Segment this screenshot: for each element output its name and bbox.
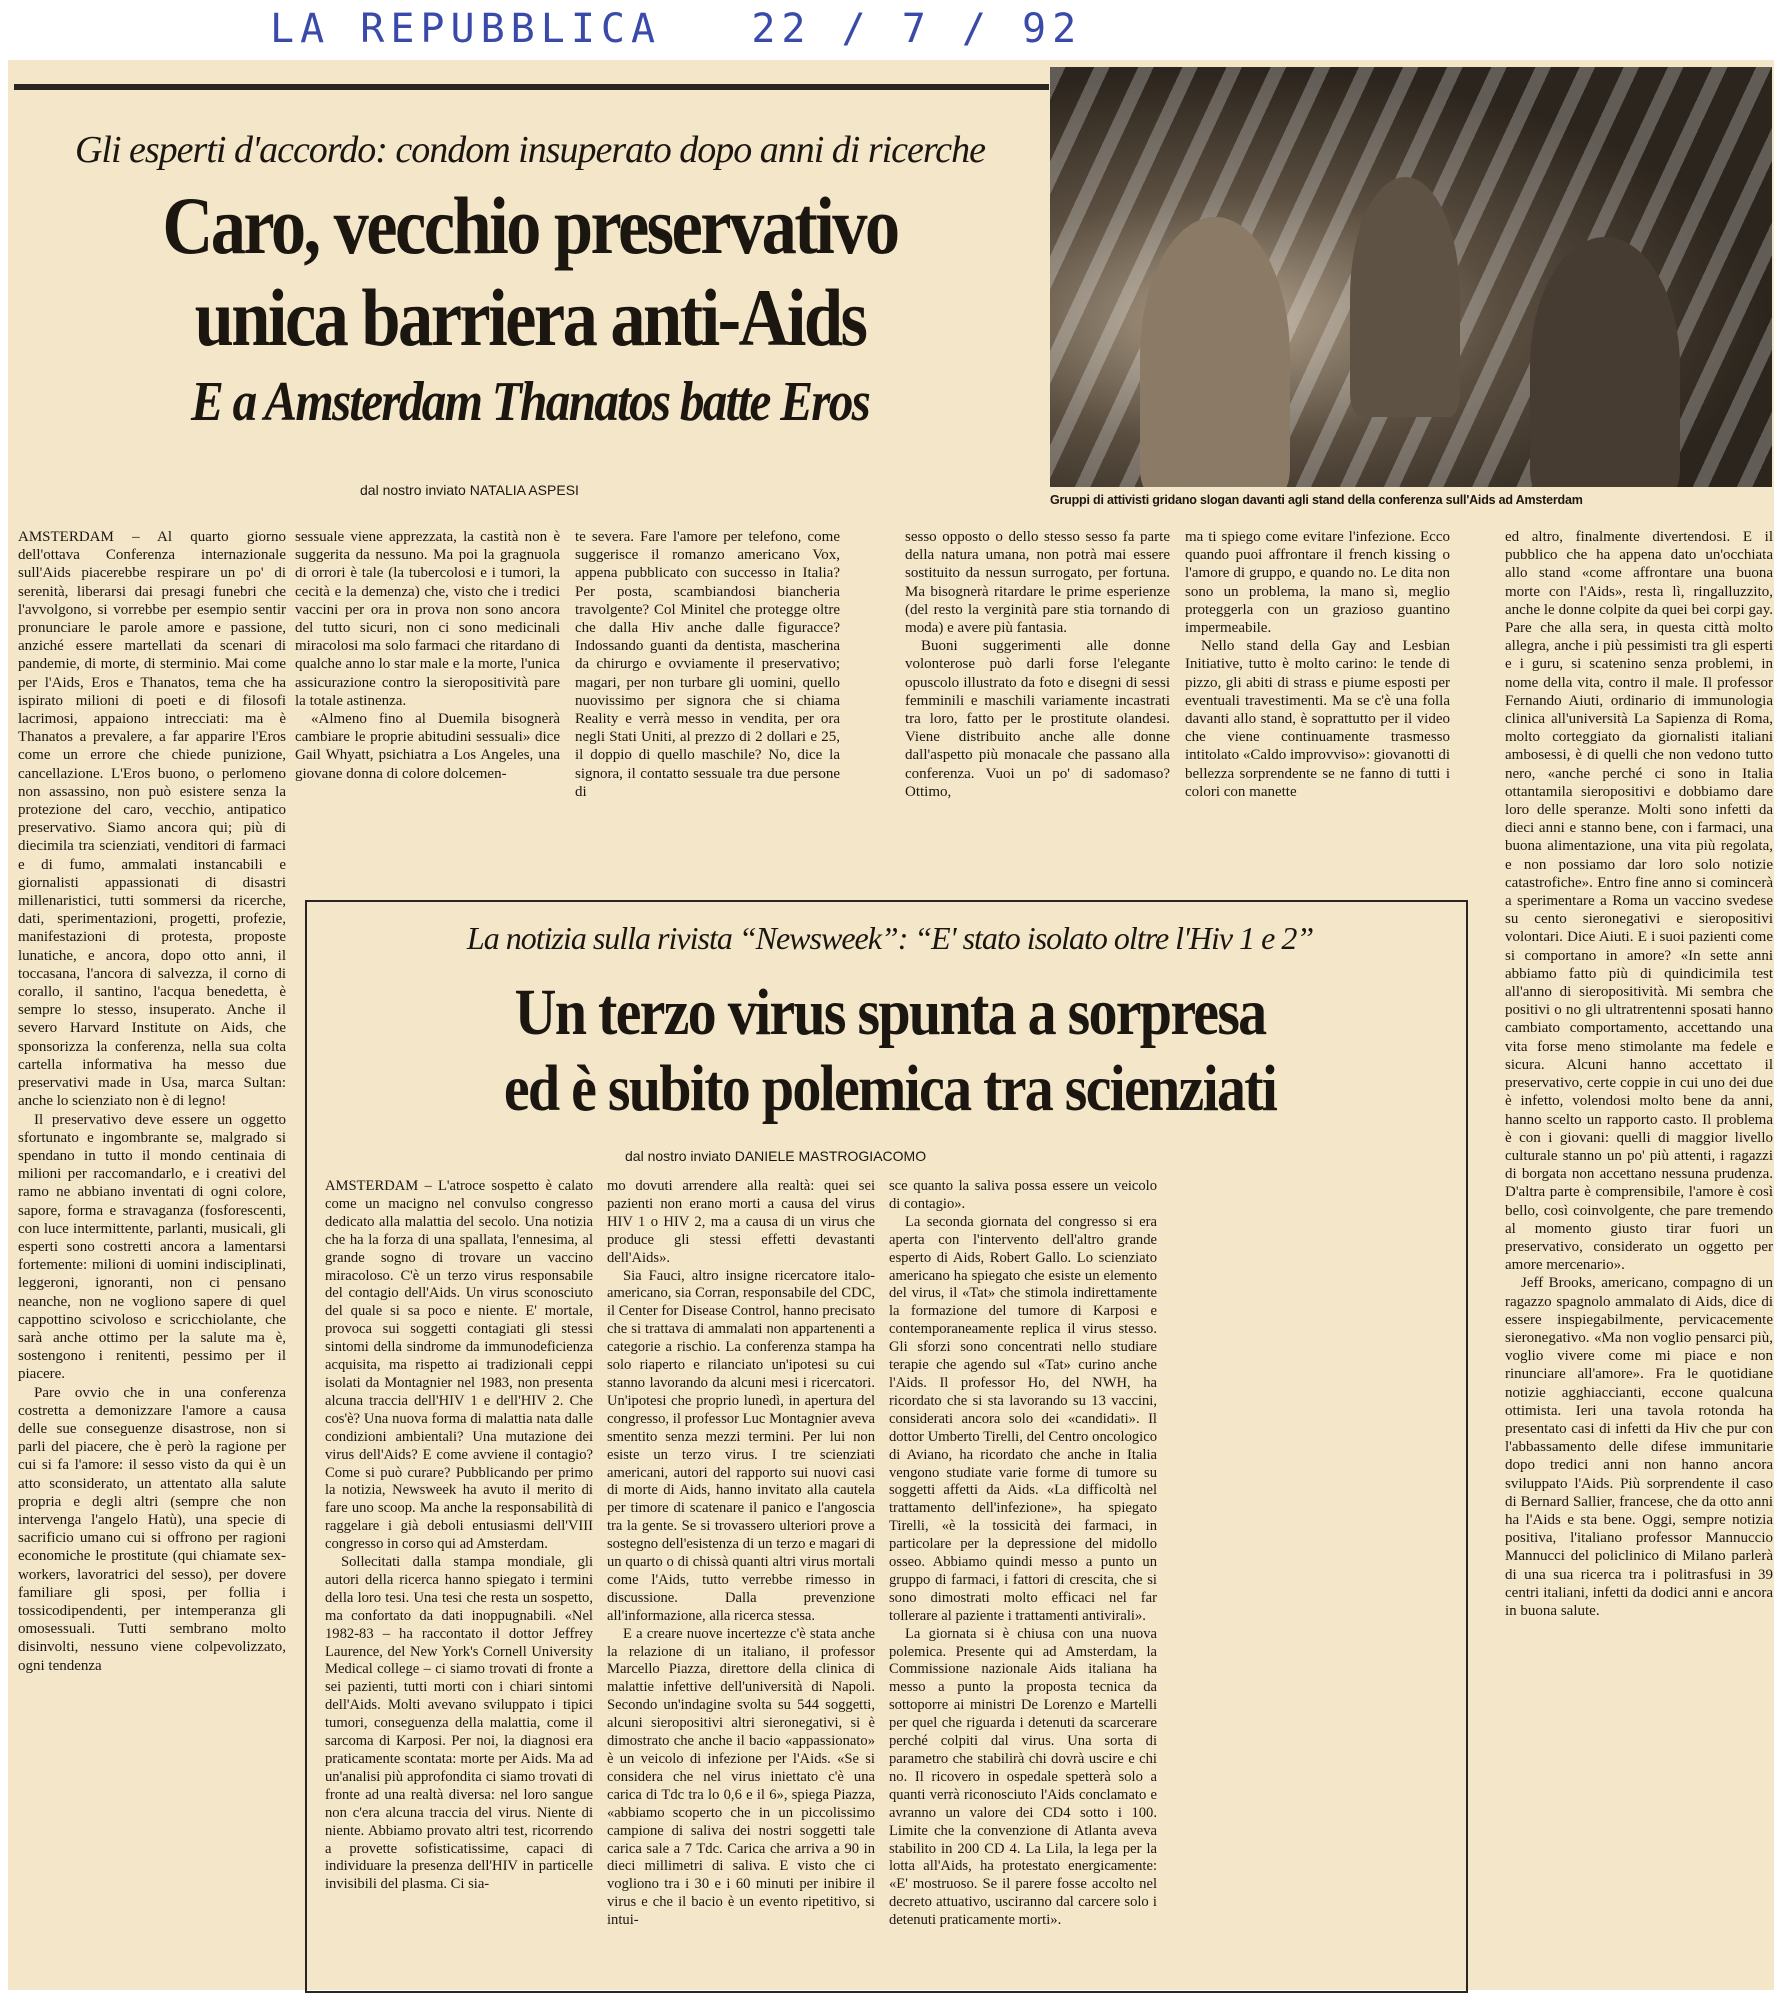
article1-headline-line1: Caro, vecchio preservativo (162, 180, 898, 271)
paragraph: te severa. Fare l'amore per telefono, come suggerisce il romanzo americano Vox, appena pubblicato con successo in Italia? Per posta, scambiandosi biancheria travolgente? Col Minitel che protegge oltre che dalla Hiv anche dalle figuracce? Indossando guanti da dentista, mascherina da chirurgo e ovviamente il preservativo; magari, per non turbare gli uomini, quello nuovissimo per signora che si chiama Reality e verrà messo in vendita, per ora negli Stati Uniti, al prezzo di 2 dollari e 25, il doppio di quello maschile? No, dice la signora, il contatto sessuale tra due persone di (575, 529, 840, 800)
paragraph: sce quanto la saliva possa essere un veicolo di contagio». (889, 1178, 1157, 1212)
paragraph: E a creare nuove incertezze c'è stata anche la relazione di un italiano, il professor Marcello Piazza, direttore della clinica di malattie infettive dell'università di Napoli. Secondo un'indagine svolta su 544 soggetti, alcuni sieropositivi altri sieronegativi, si è dimostrato che anche il bacio «appassionato» è un veicolo di infezione per l'Aids. «Se si considera che nel virus iniettato c'è una carica di Tdc tra lo 0,6 e il 6», spiega Piazza, «abbiamo scoperto che in un piccolissimo campione di saliva dei nostri soggetti tale carica sale a 7 Tdc. Carica che arriva a 90 in dieci millimetri di saliva. E visto che ci vogliono tra i 30 e i 60 minuti per inibire il virus e che il bacio è un evento ripetitivo, si intui- (607, 1625, 875, 1929)
paragraph: AMSTERDAM – L'atroce sospetto è calato come un macigno nel convulso congresso dedicato alla malattia del secolo. Una notizia che ha la forza di una spallata, l'ennesima, al grande sogno di trovare un vaccino miracoloso. C'è un terzo virus responsabile del contagio dell'Aids. Un virus sconosciuto del quale si sa poco e niente. E' mortale, provoca sui soggetti contagiati gli stessi sintomi della sindrome da immunodeficienza acquisita, ma rispetto ai tradizionali ceppi isolati da Montagnier nel 1983, non presenta alcuna traccia dell'HIV 1 e dell'HIV 2. Che cos'è? Una nuova forma di malattia nata dalle condizioni ambientali? Una mutazione dei virus dell'Aids? E come avviene il contagio? Come si può curare? Pubblicando per primo la notizia, Newsweek ha avuto il merito di fare uno scoop. Ma anche la responsabilità di raggelare i già deboli entusiasmi dell'VIII congresso in corso qui ad Amsterdam. (325, 1178, 593, 1553)
photo-caption: Gruppi di attivisti gridano slogan davanti agli stand della conferenza sull'Aids ad Amsterdam (1050, 493, 1583, 507)
article2-column-1 (325, 1178, 593, 1894)
activists-photo (1050, 67, 1772, 487)
paragraph: sessuale viene apprezzata, la castità non è suggerita da nessuno. Ma poi la gragnuola di orrori è tale (la tubercolosi e i tumori, la cecità e la demenza) che, visto che i tredici vaccini per ora in prova non sono ancora del tutto sicuri, non ci sono medicinali miracolosi ma solo farmaci che ritardano di qualche anno lo star male e la morte, l'unica assicurazione contro la sieropositività pare la totale astinenza. (295, 529, 560, 709)
article1-headline-line2: unica barriera anti-Aids (194, 272, 866, 363)
paragraph: mo dovuti arrendere alla realtà: quei sei pazienti non erano morti a causa del virus HIV 1 o HIV 2, ma a causa di un virus che produce gli stessi effetti devastanti dell'Aids». (607, 1178, 875, 1266)
article1-headline (91, 180, 968, 364)
paragraph: Buoni suggerimenti alle donne volonterose può darli forse l'elegante opuscolo illustrato da foto e disegni di sessi femminili e maschili variamente incastrati tra loro, fatto per le prostitute olandesi. Viene distribuito anche alle donne dall'aspetto più monacale che passano alla conferenza. Vuoi un po' di sadomaso? Ottimo, (905, 638, 1170, 800)
article1-column-2 (295, 528, 560, 888)
photo-figure-center (1350, 177, 1460, 417)
paragraph: AMSTERDAM – Al quarto giorno dell'ottava Conferenza internazionale sull'Aids piacerebbe respirare un po' di serenità, liberarsi dai presagi funebri che l'avvolgono, si vorrebbe per esempio sentir pronunciare le parole amore e passione, anziché essere martellati da scenari di pandemie, di morte, di sterminio. Mai come per l'Aids, Eros e Thanatos, tema che ha ispirato milioni di poeti e di filosofi lacrimosi, appaiono intrecciati: ma è Thanatos a prevalere, a far apparire l'Eros come un errore che chiede punizione, cancellazione. L'Eros buono, o perlomeno non assassino, non può esistere senza la protezione del caro, vecchio, antipatico preservativo. Siamo ancora qui; più di diecimila tra scienziati, venditori di farmaci e di fumo, ammalati instancabili e giornalisti appassionati di disastri millenaristici, tutti sommersi da ricerche, dati, sperimentazioni, progetti, profezie, manifestazioni di protesta, proposte lunatiche, e ancora, dopo otto anni, il toccasana, l'ancora di salvezza, il corno di corallo, il santino, l'acqua benedetta, è sempre lo stesso, insuperato. Anche il severo Harvard Institute on Aids, che sponsorizza la conferenza, nella sua colta cartella informativa ha messo due preservativi made in Usa, marca Sultan: anche lo scienziato non è di legno! (18, 529, 286, 1110)
article1-column-1 (18, 528, 286, 1675)
handwritten-annotation: LA REPUBBLICA 22 / 7 / 92 (270, 6, 1083, 52)
article1-kicker: Gli esperti d'accordo: condom insuperato dopo anni di ricerche (74, 129, 986, 171)
paragraph: Sia Fauci, altro insigne ricercatore italo-americano, sia Corran, responsabile del CDC, il Center for Disease Control, hanno precisato che si trattava di ammalati non appartenenti a categorie a rischio. La conferenza stampa ha solo riaperto e rilanciato un'ipotesi su cui stanno lavorando da alcuni mesi i ricercatori. Un'ipotesi che proprio lunedì, in apertura del congresso, il professor Luc Montagnier aveva smentito senza mezzi termini. Per lui non esiste un terzo virus. I tre scienziati americani, autori del rapporto sui nuovi casi di morte di Aids, hanno invitato alla cautela per timore di scatenare il panico e l'angoscia tra la gente. Se si trovassero ulteriori prove a sostegno dell'esistenza di un terzo e magari di un quarto o di chissà quanti altri virus mortali come l'Aids, tutto verrebbe rimesso in discussione. Dalla prevenzione all'informazione, alla ricerca stessa. (607, 1267, 875, 1624)
article2-headline-line1: Un terzo virus spunta a sorpresa (514, 976, 1266, 1049)
page-header-strip (8, 60, 1048, 82)
article2-headline (388, 975, 1391, 1127)
article1-subhead: E a Amsterdam Thanatos batte Eros (190, 371, 870, 433)
article2-headline-line2: ed è subito polemica tra scienziati (503, 1052, 1277, 1125)
paragraph: Il preservativo deve essere un oggetto sfortunato e ingombrante se, malgrado si spendano in tutto il mondo centinaia di milioni per raccomandarlo, e i creativi del ramo ne abbiano inventati di ogni colore, sapore, forma e stravaganza (fosforescenti, con luce intermittente, parlanti, musicali, gli esperti sono costretti ancora a lamentarsi fortemente: milioni di uomini indisciplinati, leggeroni, ignoranti, non ci pensano neanche, non ne vogliono sapere di quel cappottino scivoloso e scricchiolante, che sarà anche ottimo per la salute ma è, sostengono i renitenti, pessimo per il piacere. (18, 1111, 286, 1383)
paragraph: «Almeno fino al Duemila bisognerà cambiare le proprie abitudini sessuali» dice Gail Whyatt, psichiatra a Los Angeles, una giovane donna di colore dolcemen- (295, 711, 560, 782)
article1-column-5 (1185, 528, 1450, 888)
article2-column-3 (889, 1178, 1157, 1930)
paragraph: Pare ovvio che in una conferenza costretta a demonizzare l'amore a causa delle sue conseguenze disastrose, non si parli del piacere, che è però la ragione per cui si fa l'amore: il sesso visto da qui è un atto sconsiderato, un attentato alla salute propria e degli altri (sempre che non intervenga l'angelo Hatù), una specie di sacrificio umano cui si offrono per ragioni economiche le prostitute (qui chiamate sex-workers, lavoratrici del sesso), per dovere familiare gli sposi, per follia i tossicodipendenti, per intemperanza gli omosessuali. Tutti sembrano molto disinvolti, nessuno viene colpevolizzato, ogni tendenza (18, 1384, 286, 1674)
paragraph: La giornata si è chiusa con una nuova polemica. Presente qui ad Amsterdam, la Commissione nazionale Aids italiana ha messo a punto la proposta tecnica da sottoporre ai ministri De Lorenzo e Martelli per quel che riguarda i detenuti da scarcerare perché colpiti dal virus. Una sorta di parametro che stabilirà chi dovrà uscire e chi no. Il ricovero in ospedale spetterà solo a quanti verrà riconosciuto l'Aids conclamato e avranno un valore dei CD4 sotto i 100. Limite che la convenzione di Atlanta aveva stabilito in 200 CD 4. La Lila, la lega per la lotta all'Aids, ha protestato energicamente: «E' mostruoso. Se il parere fosse accolto nel decreto attuativo, usciranno dal carcere solo i detenuti praticamente morti». (889, 1625, 1157, 1929)
article1-byline: dal nostro inviato NATALIA ASPESI (360, 482, 579, 498)
paragraph: Sollecitati dalla stampa mondiale, gli autori della ricerca hanno spiegato i termini della loro tesi. Una tesi che resta un sospetto, ma confortato da dati inoppugnabili. «Nel 1982-83 – ha raccontato il dottor Jeffrey Laurence, del New York's Cornell University Medical college – ci siamo trovati di fronte a sei pazienti, tutti morti con i chiari sintomi dell'Aids. Molti avevano sviluppato i tipici tumori, conseguenza della malattia, come il sarcoma di Karposi. Per noi, la diagnosi era praticamente scontata: morte per Aids. Ma ad un'analisi più approfondita ci siamo trovati di fronte ad una realtà diversa: nel loro sangue non c'era alcuna traccia del virus. Niente di niente. Abbiamo provato altri test, ricorrendo a provette sofisticatissime, capaci di individuare la presenza dell'HIV in particelle invisibili del plasma. Ci sia- (325, 1554, 593, 1893)
paragraph: La seconda giornata del congresso si era aperta con l'intervento dell'altro grande esperto di Aids, Robert Gallo. Lo scienziato americano ha spiegato che esiste un elemento del virus, il «Tat» che stimola indirettamente la formazione del tumore di Karposi e contemporaneamente replica il virus stesso. Gli sforzi sono concentrati nello studiare terapie che agendo sul «Tat» curino anche l'Aids. Il professor Ho, del NWH, ha ricordato che si sta lavorando su 13 vaccini, considerati ancora solo dei «candidati». Il dottor Umberto Tirelli, del Centro oncologico di Aviano, ha ricordato che anche in Italia vengono studiate varie forme di tumore su soggetti affetti da Aids. «La difficoltà nel trattamento dell'infezione», ha spiegato Tirelli, «è la tossicità dei farmaci, in particolare per la depressione del midollo osseo. Abbiamo quindi messo a punto un gruppo di farmaci, i fattori di crescita, che si sono dimostrati molto efficaci nel far tollerare al paziente i trattamenti antivirali». (889, 1213, 1157, 1624)
paragraph: ma ti spiego come evitare l'infezione. Ecco quando puoi affrontare il french kissing o l'amore di gruppo, e quando no. Le dita non sono un problema, la mano sì, meglio proteggerla con un grazioso guantino impermeabile. (1185, 529, 1450, 637)
article2-kicker: La notizia sulla rivista “Newsweek”: “E' stato isolato oltre l'Hiv 1 e 2” (466, 920, 1314, 956)
photo-figure-left (1140, 217, 1290, 487)
header-rule (14, 84, 1049, 90)
paragraph: sesso opposto o dello stesso sesso fa parte della natura umana, non potrà mai essere sostituito da nessun surrogato, per fortuna. Ma bisognerà ritardare le prime esperienze (del resto la verginità pare stia tornando di moda) e avere più fantasia. (905, 529, 1170, 637)
article2-column-2 (607, 1178, 875, 1930)
article2-byline: dal nostro inviato DANIELE MASTROGIACOMO (625, 1148, 927, 1164)
photo-figure-right (1530, 237, 1680, 487)
paragraph: Jeff Brooks, americano, compagno di un ragazzo spagnolo ammalato di Aids, dice di essere inspiegabilmente, pervicacemente sieronegativo. «Ma non voglio pensarci più, voglio vivere come mi piace e non rinunciare all'amore». Fra le quotidiane notizie agghiaccianti, eccone qualcuna ottimista. Ieri una tavola rotonda ha presentato casi di infetti da Hiv che pur con l'abbassamento delle difese immunitarie dopo tredici anni non hanno ancora sviluppato l'Aids. Più sorprendente il caso di Bernard Sallier, francese, che da otto anni ha l'Aids e sta bene. Oggi, sempre notizia positiva, l'italiano professor Mannuccio Mannucci del policlinico di Milano parlerà di una sua ricerca tra i politrasfusi in 39 centri italiani, infetti da dodici anni e ancora in buona salute. (1505, 1275, 1773, 1619)
article1-column-4 (905, 528, 1170, 888)
article1-column-6 (1505, 528, 1773, 1620)
article1-column-3 (575, 528, 840, 888)
paragraph: Nello stand della Gay and Lesbian Initiative, tutto è molto carino: le tende di pizzo, gli abiti di strass e piume esposti per eventuali travestimenti. Ma se c'è una folla davanti allo stand, è soprattutto per il video che viene continuamente trasmesso intitolato «Caldo improvviso»: giovanotti di bellezza sorprendente se ne fanno di tutti i colori con manette (1185, 638, 1450, 800)
paragraph: ed altro, finalmente divertendosi. E il pubblico che ha appena dato un'occhiata allo stand «come affrontare una buona morte con l'Aids», resta lì, ringalluzzito, anche le donne colpite da quei bei corpi gay. Pare che alla sera, in questa città molto allegra, anche i più pessimisti tra gli esperti e i guru, si scatenino senza problemi, in nome della vita, contro il male. Il professor Fernando Aiuti, ordinario di immunologia clinica all'università La Sapienza di Roma, molto corteggiato da giornalisti italiani ambosessi, è di quelli che non vedono tutto nero, «anche perché ci sono in Italia ottantamila sieropositivi e dobbiamo dare loro delle speranze. Molti sono infetti da dieci anni e stanno bene, con i farmaci, una buona alimentazione, una vita più regolata, e non possiamo dar loro solo notizie catastrofiche». Entro fine anno si comincerà a sperimentare a Roma un vaccino svedese su cento sieronegativi e sieropositivi volontari. Dice Aiuti. E i suoi pazienti come si comportano in amore? «In sette anni abbiamo fatto più di quindicimila test all'anno di sieropositività. Mi sembra che positivi o no gli ultratrentenni sposati hanno cambiato comportamento, accettando una vita forse meno stimolante ma fedele e sicura. Alcuni hanno accettato il preservativo, certe coppie in cui uno dei due è infetto, volendosi molto bene da anni, hanno scelto un rapporto casto. Il problema è con i giovani: quelli di maggior livello culturale stanno un po' più attenti, i ragazzi di borgata non accettano nessuna prudenza. D'altra parte è comprensibile, l'amore è così bello, così coinvolgente, che pare tremendo al momento giusto tirar fuori un preservativo, considerato un oggetto per amore mercenario». (1505, 529, 1773, 1274)
